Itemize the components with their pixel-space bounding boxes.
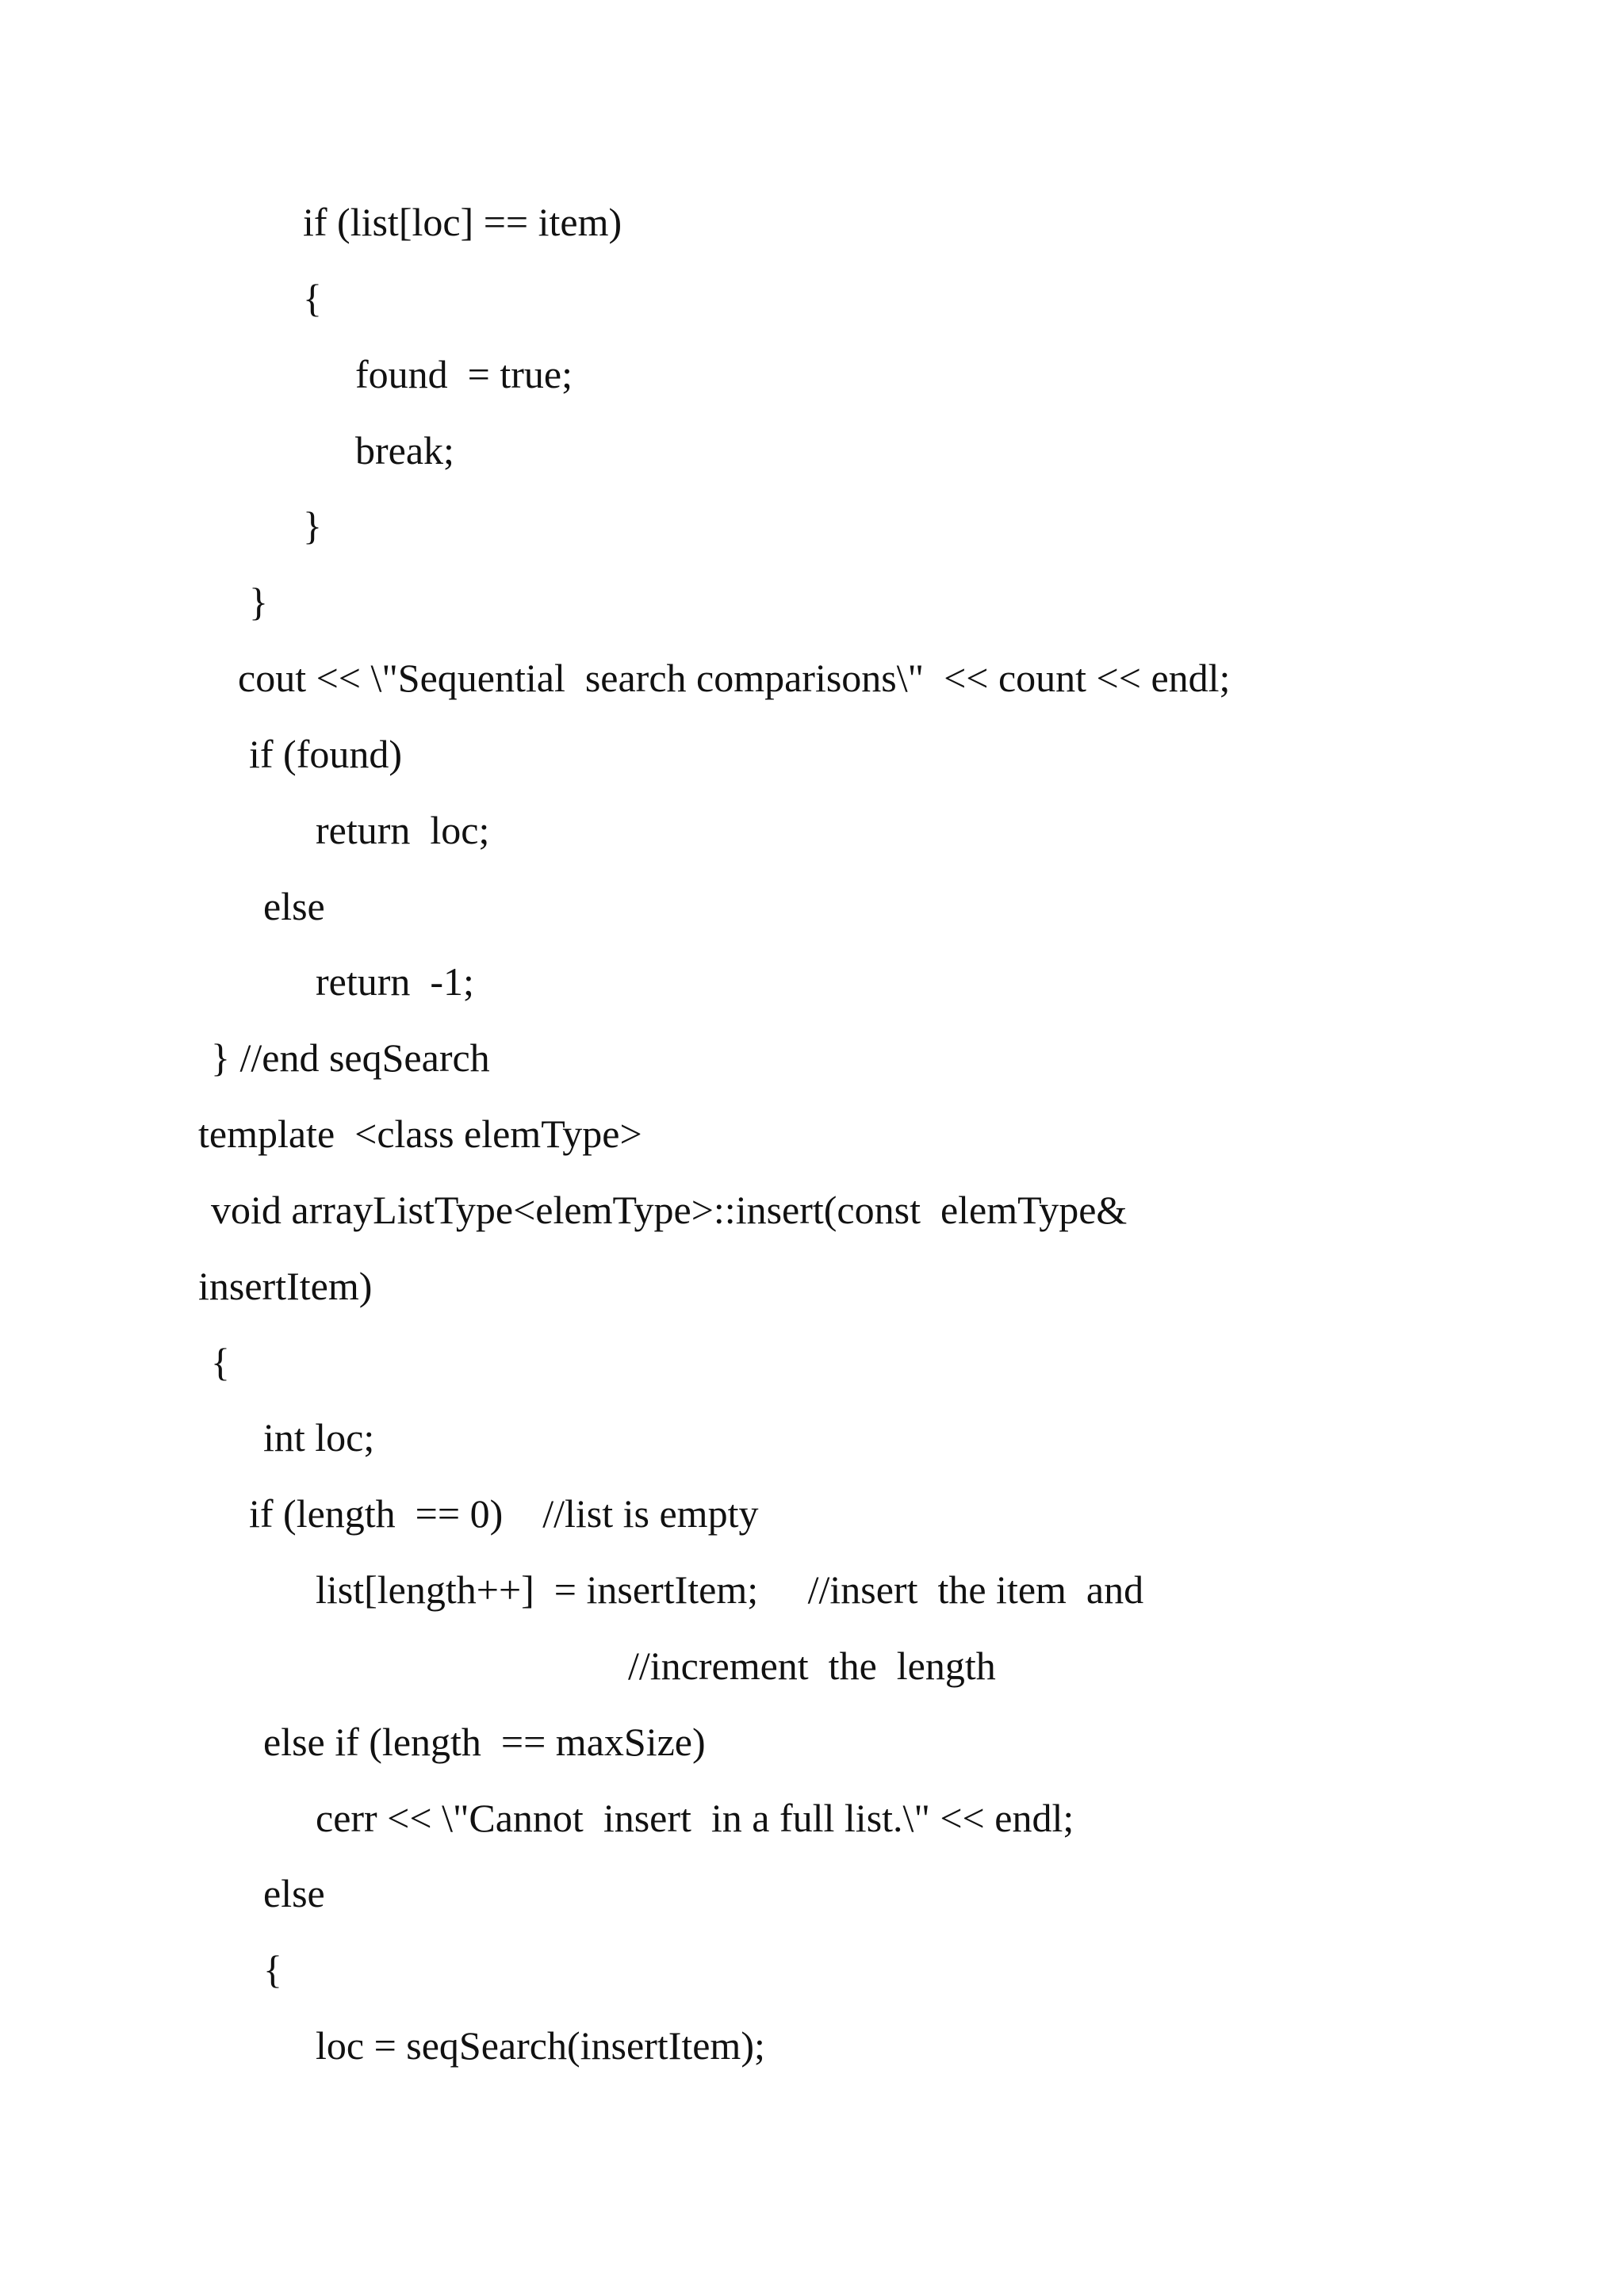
code-line-14: void arrayListType<elemType>::insert(const elemType&	[211, 1188, 1128, 1232]
code-line-6: }	[249, 580, 268, 624]
code-line-21: else if (length == maxSize)	[263, 1720, 706, 1764]
code-line-12: } //end seqSearch	[211, 1035, 490, 1080]
code-line-25: loc = seqSearch(insertItem);	[316, 2023, 765, 2068]
code-line-3: found = true;	[355, 352, 573, 396]
code-line-10: else	[263, 884, 325, 928]
code-line-24: {	[263, 1947, 282, 1992]
code-line-4: break;	[355, 428, 454, 473]
code-line-19: list[length++] = insertItem; //insert the item and	[316, 1567, 1144, 1612]
code-line-8: if (found)	[249, 732, 402, 776]
code-line-9: return loc;	[316, 808, 490, 852]
code-line-7: cout << \"Sequential search comparisons\" << count << endl;	[238, 656, 1231, 700]
code-line-17: int loc;	[263, 1415, 375, 1460]
code-line-11: return -1;	[316, 959, 474, 1004]
code-line-13: template <class elemType>	[198, 1112, 642, 1156]
code-line-2: {	[303, 276, 322, 320]
code-line-15: insertItem)	[198, 1264, 373, 1308]
code-line-18: if (length == 0) //list is empty	[249, 1491, 759, 1536]
code-line-23: else	[263, 1871, 325, 1915]
code-line-5: }	[303, 503, 322, 548]
code-line-22: cerr << \"Cannot insert in a full list.\" << endl;	[316, 1796, 1074, 1840]
code-line-16: {	[211, 1340, 230, 1384]
code-line-1: if (list[loc] == item)	[303, 200, 622, 244]
code-line-20: //increment the length	[628, 1644, 996, 1688]
